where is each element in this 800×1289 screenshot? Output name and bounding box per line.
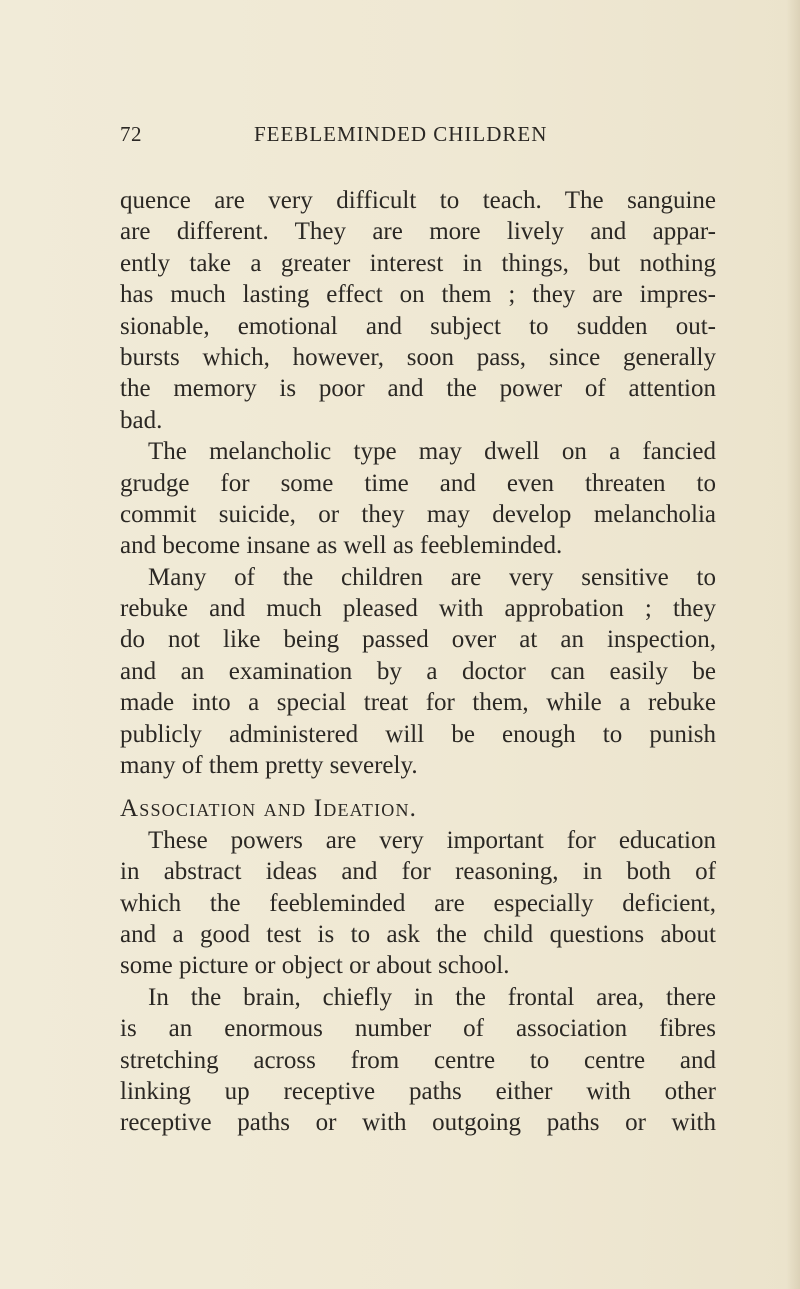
body-text (120, 185, 716, 1139)
text-line: sionable, emotional and subject to sudden out- (120, 312, 716, 340)
page-number: 72 (120, 122, 142, 146)
text-line: receptive paths or with outgoing paths or with (120, 1109, 716, 1137)
text-line: the memory is poor and the power of attention (120, 375, 716, 403)
text-line: These powers are very important for education (148, 826, 716, 854)
section-gap (120, 781, 716, 793)
text-line: and a good test is to ask the child questions about (120, 920, 716, 948)
page-edge-shadow (786, 0, 800, 1289)
text-line: in abstract ideas and for reasoning, in both of (120, 858, 716, 886)
text-line: Many of the children are very sensitive to (148, 563, 716, 591)
running-title: FEEBLEMINDED CHILDREN (254, 122, 548, 146)
text-line: grudge for some time and even threaten to (120, 469, 716, 497)
text-line: rebuke and much pleased with approbation ; they (120, 595, 716, 623)
text-line: is an enormous number of association fibres (120, 1015, 716, 1043)
text-line: made into a special treat for them, while a rebuke (120, 689, 716, 717)
text-line: some picture or object or about school. (120, 952, 510, 980)
text-line: and become insane as well as feebleminded. (120, 532, 563, 560)
text-line: linking up receptive paths either with other (120, 1077, 716, 1105)
text-line: The melancholic type may dwell on a fancied (148, 438, 716, 466)
text-line: bad. (120, 406, 163, 434)
text-line: do not like being passed over at an inspection, (120, 626, 716, 654)
text-line: bursts which, however, soon pass, since generally (120, 343, 716, 371)
text-line: ently take a greater interest in things, but nothing (120, 249, 716, 277)
text-line: stretching across from centre to centre and (120, 1046, 716, 1074)
text-line: commit suicide, or they may develop melancholia (120, 500, 716, 528)
text-line: and an examination by a doctor can easily be (120, 657, 716, 685)
text-line: which the feebleminded are especially deficient, (120, 889, 716, 917)
text-line: publicly administered will be enough to punish (120, 720, 716, 748)
text-line: has much lasting effect on them ; they are impres- (120, 281, 716, 309)
text-line: quence are very difficult to teach. The sanguine (120, 187, 716, 214)
text-line: are different. They are more lively and appar- (120, 218, 716, 246)
text-line: many of them pretty severely. (120, 752, 418, 780)
running-head (120, 122, 720, 150)
section-heading: Association and Ideation. (120, 795, 418, 823)
text-line: In the brain, chiefly in the frontal area, there (148, 983, 716, 1011)
